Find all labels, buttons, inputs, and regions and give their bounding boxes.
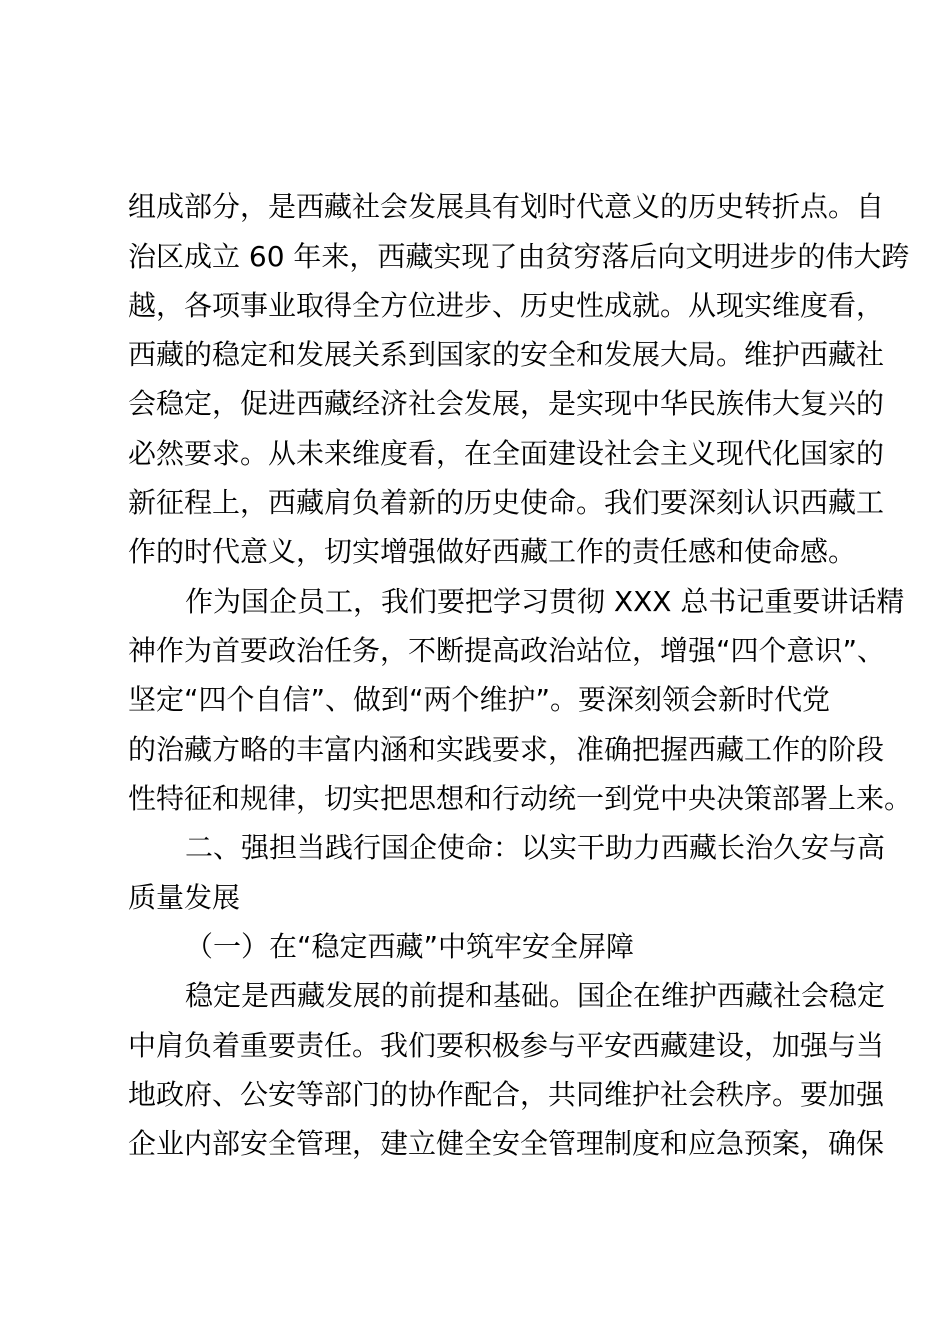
text-line: 中肩负着重要责任。我们要积极参与平安西藏建设，加强与当 [128,1029,885,1062]
paragraph-first-line: 作为国企员工，我们要把学习贯彻 XXX 总书记重要讲话精 [185,585,905,618]
text-line: 企业内部安全管理，建立健全安全管理制度和应急预案，确保 [128,1127,885,1160]
text-line: 越，各项事业取得全方位进步、历史性成就。从现实维度看， [128,289,885,322]
text-line: 作的时代意义，切实增强做好西藏工作的责任感和使命感。 [128,535,857,568]
text-line: 会稳定，促进西藏经济社会发展，是实现中华民族伟大复兴的 [128,387,885,420]
text-line: 西藏的稳定和发展关系到国家的安全和发展大局。维护西藏社 [128,338,885,371]
text-line: 神作为首要政治任务，不断提高政治站位，增强“四个意识”、 [128,634,886,667]
subsection-heading: （一）在“稳定西藏”中筑牢安全屏障 [185,930,635,963]
paragraph-first-line: 稳定是西藏发展的前提和基础。国企在维护西藏社会稳定 [185,979,886,1012]
text-line: 坚定“四个自信”、做到“两个维护”。要深刻领会新时代党 [128,683,831,716]
text-line: 性特征和规律，切实把思想和行动统一到党中央决策部署上来。 [128,782,913,815]
section-heading: 二、强担当践行国企使命：以实干助力西藏长治久安与高 [185,831,886,864]
text-line: 必然要求。从未来维度看，在全面建设社会主义现代化国家的 [128,437,885,470]
text-line: 地政府、公安等部门的协作配合，共同维护社会秩序。要加强 [128,1078,885,1111]
text-line: 治区成立 60 年来，西藏实现了由贫穷落后向文明进步的伟大跨 [128,240,910,273]
text-line: 新征程上，西藏肩负着新的历史使命。我们要深刻认识西藏工 [128,486,885,519]
text-line: 的治藏方略的丰富内涵和实践要求，准确把握西藏工作的阶段 [128,733,885,766]
section-heading-continued: 质量发展 [128,881,241,914]
text-line: 组成部分，是西藏社会发展具有划时代意义的历史转折点。自 [128,190,885,223]
